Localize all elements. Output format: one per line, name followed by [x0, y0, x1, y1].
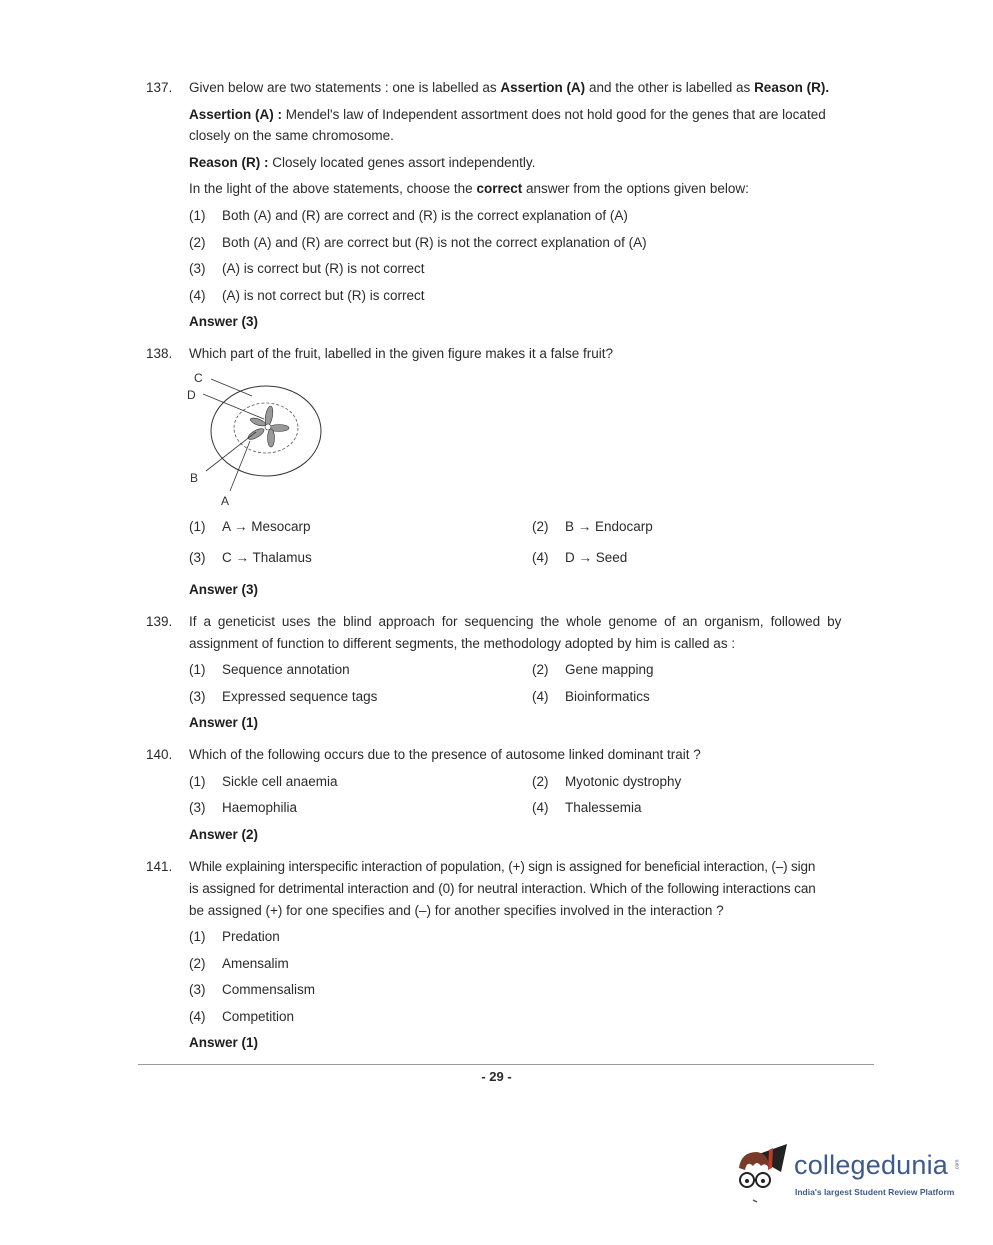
option [189, 519, 311, 534]
option [189, 288, 425, 303]
option [532, 774, 681, 789]
fruit-figure [184, 366, 334, 511]
option [532, 550, 627, 565]
option-text: Amensalim [222, 956, 289, 971]
option [189, 1009, 294, 1024]
option [532, 519, 653, 534]
question-text: While explaining interspecific interaction of population, (+) sign is assigned for beneficial interaction, (–) sign [189, 859, 816, 874]
option [189, 261, 425, 276]
answer: Answer (1) [189, 715, 259, 730]
reason-label: Reason (R) : [189, 155, 269, 170]
answer: Answer (2) [189, 827, 259, 842]
option-number: (3) [189, 800, 206, 815]
page-number: - 29 - [481, 1069, 512, 1084]
option [189, 774, 338, 789]
intro-text: Given below are two statements : one is labelled as [189, 80, 501, 95]
option-number: (4) [189, 288, 206, 303]
reason-statement [189, 155, 535, 170]
option-number: (4) [532, 800, 549, 815]
fruit-cross-section-icon [184, 366, 334, 511]
option-number: (4) [532, 550, 549, 565]
question-number: 141. [146, 859, 173, 874]
option-number: (2) [532, 519, 549, 534]
reason-text: Closely located genes assort independently. [268, 155, 536, 170]
footer-divider [138, 1064, 874, 1065]
question-text-cont: assignment of function to different segments, the methodology adopted by him is called as : [189, 636, 736, 651]
option [532, 800, 642, 815]
question-text: If a geneticist uses the blind approach for sequencing the whole genome of an organism, followed by [189, 614, 842, 629]
option-text: Thalessemia [565, 800, 642, 815]
option-text: Commensalism [222, 982, 316, 997]
option-number: (2) [532, 774, 549, 789]
option-text: Sequence annotation [222, 662, 350, 677]
option-text: (A) is correct but (R) is not correct [222, 261, 425, 276]
question-137-intro [189, 80, 829, 95]
option-text: B → Endocarp [565, 519, 653, 534]
option [189, 689, 377, 704]
option-number: (4) [532, 689, 549, 704]
question-number: 139. [146, 614, 173, 629]
option-text: Expressed sequence tags [222, 689, 378, 704]
instruction-text: In the light of the above statements, choose the [189, 181, 477, 196]
mascot-icon [735, 1138, 795, 1208]
option-text: A → Mesocarp [222, 519, 311, 534]
instruction [189, 181, 749, 196]
question-text: Which part of the fruit, labelled in the given figure makes it a false fruit? [189, 346, 613, 361]
reason-term: Reason (R). [754, 80, 830, 95]
option [532, 689, 650, 704]
instruction-text: answer from the options given below: [522, 181, 749, 196]
instruction-emphasis: correct [476, 181, 523, 196]
option [189, 982, 315, 997]
option-number: (1) [189, 929, 206, 944]
option-number: (3) [189, 982, 206, 997]
option [189, 662, 350, 677]
question-text-cont: is assigned for detrimental interaction and (0) for neutral interaction. Which of the following interactions can [189, 881, 816, 896]
assertion-text: Mendel's law of Independent assortment does not hold good for the genes that are located [282, 107, 826, 122]
option [189, 929, 280, 944]
option [189, 956, 289, 971]
intro-text: and the other is labelled as [585, 80, 755, 95]
option-number: (1) [189, 519, 206, 534]
question-number: 140. [146, 747, 173, 762]
option-text: (A) is not correct but (R) is correct [222, 288, 425, 303]
option-text: D → Seed [565, 550, 628, 565]
logo-tagline: India's largest Student Review Platform [795, 1187, 955, 1197]
option [189, 800, 297, 815]
logo-suffix: .com [954, 1159, 961, 1171]
option-text: Gene mapping [565, 662, 654, 677]
question-text: Which of the following occurs due to the presence of autosome linked dominant trait ? [189, 747, 701, 762]
option-text: Competition [222, 1009, 295, 1024]
option-number: (3) [189, 550, 206, 565]
option-number: (1) [189, 774, 206, 789]
logo-wordmark: collegedunia [794, 1150, 949, 1180]
question-number: 137. [146, 80, 173, 95]
assertion-statement [189, 107, 826, 122]
option-number: (3) [189, 261, 206, 276]
option [532, 662, 654, 677]
option [189, 208, 628, 223]
option-number: (1) [189, 662, 206, 677]
assertion-term: Assertion (A) [500, 80, 586, 95]
option-text: Haemophilia [222, 800, 298, 815]
question-number: 138. [146, 346, 173, 361]
option-number: (2) [189, 235, 206, 250]
assertion-text-cont: closely on the same chromosome. [189, 128, 394, 143]
option-number: (4) [189, 1009, 206, 1024]
label-c: C [194, 371, 203, 385]
option-text: Both (A) and (R) are correct but (R) is not the correct explanation of (A) [222, 235, 647, 250]
option-text: C → Thalamus [222, 550, 312, 565]
answer: Answer (3) [189, 314, 259, 329]
option [189, 235, 647, 250]
option-number: (1) [189, 208, 206, 223]
assertion-label: Assertion (A) : [189, 107, 283, 122]
question-text-cont: be assigned (+) for one specifies and (–) for another specifies involved in the interaction ? [189, 903, 724, 918]
answer: Answer (3) [189, 582, 259, 597]
option-text: Both (A) and (R) are correct and (R) is the correct explanation of (A) [222, 208, 628, 223]
label-d: D [187, 388, 196, 402]
label-a: A [221, 494, 230, 508]
option-text: Bioinformatics [565, 689, 650, 704]
option-number: (2) [532, 662, 549, 677]
option-text: Myotonic dystrophy [565, 774, 682, 789]
option-text: Sickle cell anaemia [222, 774, 338, 789]
answer: Answer (1) [189, 1035, 259, 1050]
option-text: Predation [222, 929, 280, 944]
option-number: (2) [189, 956, 206, 971]
option-number: (3) [189, 689, 206, 704]
label-b: B [190, 471, 199, 485]
option [189, 550, 312, 565]
